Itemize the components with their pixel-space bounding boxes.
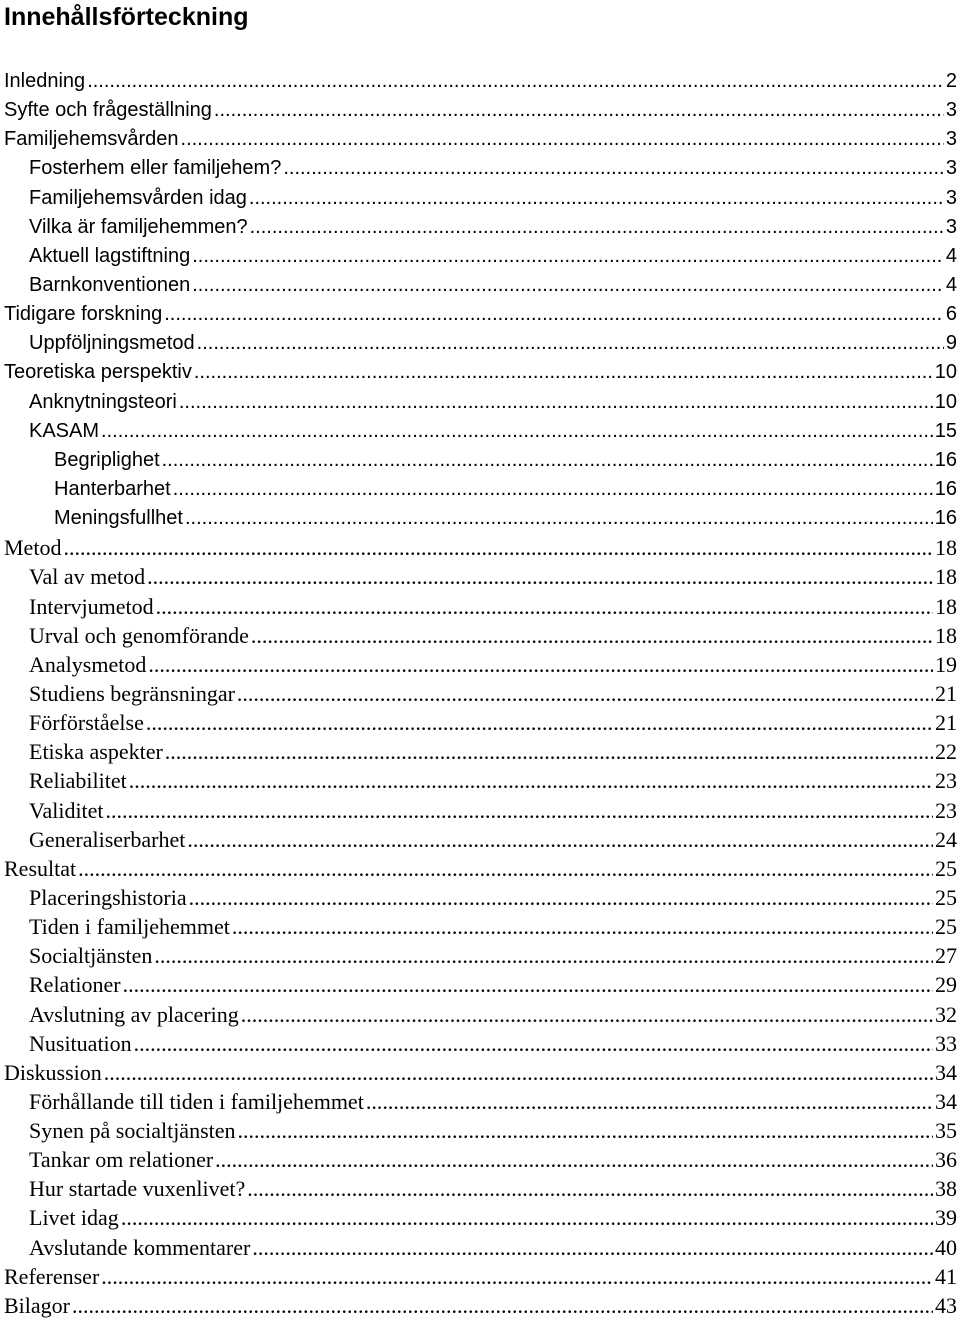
toc-entry[interactable] bbox=[0, 766, 960, 795]
toc-dot-leader bbox=[192, 271, 944, 300]
toc-entry-label: Hur startade vuxenlivet? bbox=[29, 1176, 246, 1202]
toc-dot-leader bbox=[197, 329, 944, 358]
toc-entry[interactable] bbox=[0, 125, 960, 154]
toc-entry-page-number: 21 bbox=[935, 680, 957, 706]
toc-entry[interactable] bbox=[0, 271, 960, 300]
toc-entry-label: Val av metod bbox=[29, 564, 146, 590]
toc-entry-label: Avslutning av placering bbox=[29, 1001, 239, 1027]
toc-entry[interactable] bbox=[0, 184, 960, 213]
toc-dot-leader bbox=[63, 533, 933, 562]
toc-entry-label: Synen på socialtjänsten bbox=[29, 1118, 236, 1144]
toc-entry-label: Metod bbox=[4, 535, 62, 561]
toc-entry-label: Reliabilitet bbox=[29, 768, 127, 794]
toc-entry-page-number: 41 bbox=[935, 1263, 957, 1289]
toc-entry[interactable] bbox=[0, 970, 960, 999]
toc-entry-label: KASAM bbox=[29, 419, 100, 442]
toc-entry[interactable] bbox=[0, 708, 960, 737]
toc-entry[interactable] bbox=[0, 504, 960, 533]
toc-dot-leader bbox=[214, 96, 944, 125]
toc-entry[interactable] bbox=[0, 446, 960, 475]
toc-entry-label: Resultat bbox=[4, 855, 77, 881]
toc-entry-label: Förhållande till tiden i familjehemmet bbox=[29, 1088, 364, 1114]
toc-entry-page-number: 32 bbox=[935, 1001, 957, 1027]
toc-dot-leader bbox=[194, 358, 933, 387]
toc-dot-leader bbox=[192, 242, 944, 271]
toc-entry-page-number: 18 bbox=[935, 564, 957, 590]
toc-entry[interactable] bbox=[0, 562, 960, 591]
toc-dot-leader bbox=[238, 1116, 933, 1145]
toc-entry-label: Familjehemsvården idag bbox=[29, 186, 247, 209]
toc-entry-page-number: 3 bbox=[945, 99, 957, 122]
toc-dot-leader bbox=[189, 883, 933, 912]
toc-entry-page-number: 34 bbox=[935, 1088, 957, 1114]
toc-entry-label: Begriplighet bbox=[54, 448, 160, 471]
toc-entry-label: Fosterhem eller familjehem? bbox=[29, 157, 282, 180]
toc-dot-leader bbox=[179, 388, 933, 417]
toc-entry-label: Tankar om relationer bbox=[29, 1147, 214, 1173]
toc-entry-page-number: 29 bbox=[935, 972, 957, 998]
toc-entry-page-number: 36 bbox=[935, 1147, 957, 1173]
toc-entry-label: Meningsfullhet bbox=[54, 507, 183, 530]
toc-dot-leader bbox=[72, 1291, 933, 1320]
toc-entry[interactable] bbox=[0, 650, 960, 679]
toc-dot-leader bbox=[164, 300, 944, 329]
toc-entry-page-number: 6 bbox=[945, 303, 957, 326]
toc-entry[interactable] bbox=[0, 1203, 960, 1232]
toc-entry-label: Studiens begränsningar bbox=[29, 680, 235, 706]
toc-entry[interactable] bbox=[0, 300, 960, 329]
toc-dot-leader bbox=[185, 504, 933, 533]
toc-entry-page-number: 3 bbox=[945, 157, 957, 180]
toc-entry[interactable] bbox=[0, 67, 960, 96]
toc-dot-leader bbox=[252, 1233, 933, 1262]
toc-entry-page-number: 24 bbox=[935, 826, 957, 852]
toc-entry[interactable] bbox=[0, 941, 960, 970]
toc-entry[interactable] bbox=[0, 1145, 960, 1174]
toc-entry-page-number: 35 bbox=[935, 1118, 957, 1144]
toc-entry-label: Tidigare forskning bbox=[4, 303, 163, 326]
toc-entry[interactable] bbox=[0, 1262, 960, 1291]
toc-dot-leader bbox=[129, 766, 933, 795]
toc-entry-label: Tiden i familjehemmet bbox=[29, 914, 230, 940]
toc-dot-leader bbox=[87, 67, 944, 96]
toc-entry-page-number: 3 bbox=[945, 215, 957, 238]
toc-dot-leader bbox=[101, 1262, 933, 1291]
toc-title: Innehållsförteckning bbox=[4, 3, 249, 31]
toc-entry[interactable] bbox=[0, 1233, 960, 1262]
toc-entry-label: Placeringshistoria bbox=[29, 884, 187, 910]
toc-entry[interactable] bbox=[0, 1058, 960, 1087]
toc-entry-page-number: 33 bbox=[935, 1030, 957, 1056]
toc-dot-leader bbox=[121, 1203, 933, 1232]
toc-dot-leader bbox=[147, 562, 933, 591]
toc-entry-label: Socialtjänsten bbox=[29, 943, 153, 969]
toc-entry-page-number: 16 bbox=[934, 507, 957, 530]
toc-entry-label: Förförståelse bbox=[29, 710, 144, 736]
toc-entry-page-number: 3 bbox=[945, 186, 957, 209]
toc-dot-leader bbox=[366, 1087, 933, 1116]
toc-entry[interactable] bbox=[0, 154, 960, 183]
toc-entry[interactable] bbox=[0, 1000, 960, 1029]
toc-entry-label: Bilagor bbox=[4, 1292, 70, 1318]
toc-dot-leader bbox=[241, 1000, 933, 1029]
toc-entry[interactable] bbox=[0, 417, 960, 446]
toc-dot-leader bbox=[237, 679, 933, 708]
toc-entry-page-number: 40 bbox=[935, 1234, 957, 1260]
toc-entry-page-number: 34 bbox=[935, 1059, 957, 1085]
toc-entry-label: Hanterbarhet bbox=[54, 477, 171, 500]
toc-entry-label: Generaliserbarhet bbox=[29, 826, 186, 852]
toc-entry[interactable] bbox=[0, 1174, 960, 1203]
toc-entry-page-number: 2 bbox=[945, 70, 957, 92]
toc-entry[interactable] bbox=[0, 854, 960, 883]
toc-dot-leader bbox=[249, 184, 944, 213]
toc-entry[interactable] bbox=[0, 358, 960, 387]
toc-entry[interactable] bbox=[0, 96, 960, 125]
toc-dot-leader bbox=[250, 213, 944, 242]
toc-entry[interactable] bbox=[0, 883, 960, 912]
toc-entry-label: Teoretiska perspektiv bbox=[4, 361, 192, 384]
toc-dot-leader bbox=[123, 970, 933, 999]
toc-entry-page-number: 10 bbox=[934, 390, 957, 413]
toc-entry-page-number: 25 bbox=[935, 914, 957, 940]
toc-entry-page-number: 23 bbox=[935, 768, 957, 794]
toc-entry-label: Uppföljningsmetod bbox=[29, 332, 195, 355]
toc-entry-label: Analysmetod bbox=[29, 651, 147, 677]
toc-entry[interactable] bbox=[0, 475, 960, 504]
toc-entry-page-number: 25 bbox=[935, 855, 957, 881]
table-of-contents bbox=[0, 67, 960, 1320]
toc-dot-leader bbox=[251, 621, 933, 650]
toc-entry-label: Vilka är familjehemmen? bbox=[29, 215, 248, 238]
toc-entry[interactable] bbox=[0, 679, 960, 708]
toc-entry-page-number: 43 bbox=[935, 1292, 957, 1318]
toc-dot-leader bbox=[162, 446, 933, 475]
toc-entry-page-number: 21 bbox=[935, 710, 957, 736]
toc-entry-page-number: 4 bbox=[945, 273, 957, 296]
toc-entry-page-number: 18 bbox=[935, 622, 957, 648]
toc-entry-label: Nusituation bbox=[29, 1030, 132, 1056]
toc-entry-page-number: 19 bbox=[935, 651, 957, 677]
toc-entry[interactable] bbox=[0, 329, 960, 358]
toc-dot-leader bbox=[283, 154, 944, 183]
toc-dot-leader bbox=[247, 1174, 933, 1203]
toc-entry-label: Livet idag bbox=[29, 1205, 119, 1231]
toc-entry-label: Relationer bbox=[29, 972, 121, 998]
toc-entry-page-number: 39 bbox=[935, 1205, 957, 1231]
toc-entry[interactable] bbox=[0, 1029, 960, 1058]
toc-dot-leader bbox=[78, 854, 933, 883]
toc-entry-page-number: 23 bbox=[935, 797, 957, 823]
toc-entry-label: Barnkonventionen bbox=[29, 273, 191, 296]
toc-dot-leader bbox=[154, 941, 933, 970]
toc-entry-page-number: 4 bbox=[945, 244, 957, 267]
toc-entry-label: Syfte och frågeställning bbox=[4, 99, 212, 122]
toc-entry-label: Urval och genomförande bbox=[29, 622, 249, 648]
toc-entry[interactable] bbox=[0, 533, 960, 562]
toc-entry-page-number: 10 bbox=[934, 361, 957, 384]
toc-entry-label: Avslutande kommentarer bbox=[29, 1234, 251, 1260]
toc-entry[interactable] bbox=[0, 825, 960, 854]
toc-entry[interactable] bbox=[0, 213, 960, 242]
toc-entry-page-number: 18 bbox=[935, 535, 957, 561]
toc-dot-leader bbox=[101, 417, 933, 446]
toc-entry[interactable] bbox=[0, 796, 960, 825]
toc-entry-page-number: 27 bbox=[935, 943, 957, 969]
toc-entry[interactable] bbox=[0, 912, 960, 941]
toc-dot-leader bbox=[148, 650, 933, 679]
toc-dot-leader bbox=[232, 912, 933, 941]
toc-dot-leader bbox=[146, 708, 933, 737]
toc-entry-page-number: 38 bbox=[935, 1176, 957, 1202]
toc-entry-label: Familjehemsvården bbox=[4, 128, 179, 151]
toc-entry[interactable] bbox=[0, 737, 960, 766]
toc-entry-label: Referenser bbox=[4, 1263, 100, 1289]
toc-entry-label: Anknytningsteori bbox=[29, 390, 177, 413]
toc-dot-leader bbox=[134, 1029, 933, 1058]
toc-entry-page-number: 18 bbox=[935, 593, 957, 619]
toc-entry-label: Intervjumetod bbox=[29, 593, 154, 619]
toc-entry[interactable] bbox=[0, 592, 960, 621]
toc-dot-leader bbox=[104, 1058, 933, 1087]
toc-dot-leader bbox=[173, 475, 933, 504]
toc-entry-page-number: 16 bbox=[934, 477, 957, 500]
toc-entry[interactable] bbox=[0, 242, 960, 271]
toc-entry-page-number: 25 bbox=[935, 884, 957, 910]
toc-entry-label: Inledning bbox=[4, 70, 86, 92]
toc-entry-label: Etiska aspekter bbox=[29, 739, 163, 765]
toc-entry[interactable] bbox=[0, 621, 960, 650]
toc-dot-leader bbox=[215, 1145, 933, 1174]
toc-entry-page-number: 15 bbox=[934, 419, 957, 442]
toc-entry-label: Aktuell lagstiftning bbox=[29, 244, 191, 267]
toc-entry[interactable] bbox=[0, 1087, 960, 1116]
toc-entry[interactable] bbox=[0, 1291, 960, 1320]
toc-dot-leader bbox=[106, 796, 933, 825]
toc-entry-label: Diskussion bbox=[4, 1059, 102, 1085]
toc-entry-label: Validitet bbox=[29, 797, 104, 823]
toc-dot-leader bbox=[156, 592, 933, 621]
toc-dot-leader bbox=[187, 825, 933, 854]
toc-entry[interactable] bbox=[0, 388, 960, 417]
toc-entry-page-number: 3 bbox=[945, 128, 957, 151]
toc-entry-page-number: 22 bbox=[935, 739, 957, 765]
toc-entry[interactable] bbox=[0, 1116, 960, 1145]
toc-entry-page-number: 9 bbox=[945, 332, 957, 355]
toc-dot-leader bbox=[165, 737, 933, 766]
toc-entry-page-number: 16 bbox=[934, 448, 957, 471]
toc-dot-leader bbox=[181, 125, 944, 154]
